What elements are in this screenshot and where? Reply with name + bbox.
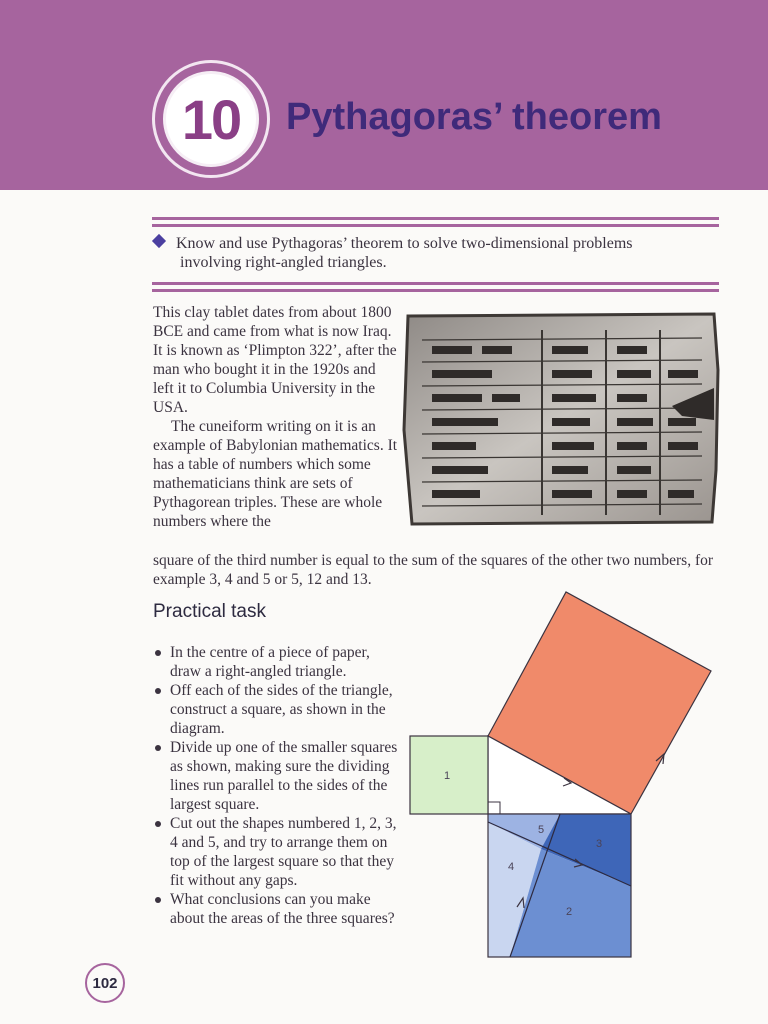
label-1: 1: [444, 770, 451, 782]
intro-paragraph-2: The cuneiform writing on it is an example of Babylonian mathematics. It has a table of numbers which some mathematicians think are sets of Pythagorean triples. These are whole numbers where the: [153, 418, 398, 530]
label-5: 5: [538, 824, 545, 836]
divider-top-1: [152, 217, 719, 220]
divider-bottom-2: [152, 289, 719, 292]
page-number: 102: [85, 963, 125, 1003]
intro-text: [153, 303, 398, 531]
clay-tablet-photo: [402, 310, 720, 526]
diamond-bullet-icon: [152, 234, 166, 248]
list-item: Divide up one of the smaller squares as shown, making sure the dividing lines run parallel to the sides of the largest square.: [153, 738, 398, 814]
objective-line-2: involving right-angled triangles.: [180, 254, 387, 271]
label-2: 2: [566, 906, 573, 918]
chapter-title: Pythagoras’ theorem: [286, 96, 662, 138]
chapter-badge: [152, 60, 270, 178]
label-3: 3: [596, 838, 603, 850]
label-4: 4: [508, 861, 515, 873]
list-item: Off each of the sides of the triangle, construct a square, as shown in the diagram.: [153, 681, 398, 738]
list-item: What conclusions can you make about the areas of the three squares?: [153, 890, 398, 928]
chapter-header: [0, 0, 768, 190]
pythagoras-diagram: [400, 585, 720, 960]
list-item: Cut out the shapes numbered 1, 2, 3, 4 and 5, and try to arrange them on top of the largest square so that they fit without any gaps.: [153, 814, 398, 890]
divider-bottom-1: [152, 282, 719, 285]
task-list: [153, 643, 398, 928]
list-item: In the centre of a piece of paper, draw a right-angled triangle.: [153, 643, 398, 681]
learning-objective: [154, 234, 714, 272]
intro-paragraph-1: This clay tablet dates from about 1800 BCE and came from what is now Iraq. It is known as ‘Plimpton 322’, after the man who bought it in the 1920s and left it to Columbia University in the USA.: [153, 304, 397, 416]
objective-line-1: Know and use Pythagoras’ theorem to solve two-dimensional problems: [176, 235, 633, 252]
task-heading: Practical task: [153, 601, 266, 622]
intro-paragraph-3: square of the third number is equal to the sum of the squares of the other two numbers, for example 3, 4 and 5 or 5, 12 and 13.: [153, 552, 714, 588]
chapter-number: 10: [181, 87, 241, 151]
divider-top-2: [152, 224, 719, 227]
